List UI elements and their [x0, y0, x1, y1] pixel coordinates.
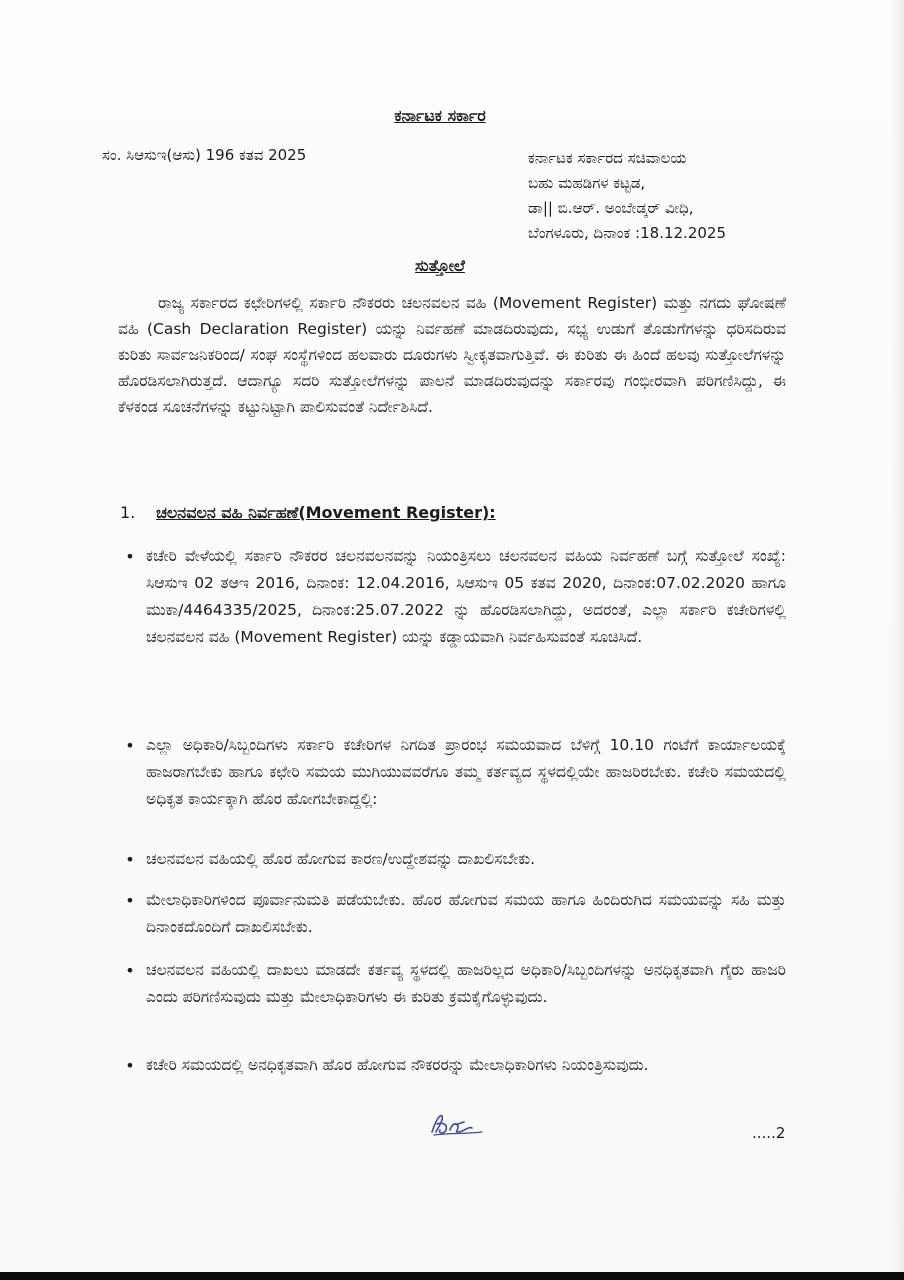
bullet-text: ಚಲನವಲನ ವಹಿಯಲ್ಲಿ ದಾಖಲು ಮಾಡದೇ ಕರ್ತವ್ಯ ಸ್ಥಳದಲ್ಲಿ ಹಾಜರಿಲ್ಲದ ಅಧಿಕಾರಿ/ಸಿಬ್ಬಂದಿಗಳನ್ನು ಅನಧಿಕೃತವಾಗಿ ಗೈರು ಹಾಜರಿ ಎಂದು ಪರಿಗಣಿಸುವುದು ಮತ್ತು ಮೇಲಾಧಿಕಾರಿಗಳು ಈ ಕುರಿತು ಕ್ರಮಕೈಗೊಳ್ಳುವುದು. — [146, 961, 786, 1006]
section-number: 1. — [120, 503, 136, 522]
address-line: ಬಹು ಮಹಡಿಗಳ ಕಟ್ಟಡ, — [528, 174, 646, 192]
bullet-item — [120, 732, 786, 813]
bullet-dot-icon: • — [125, 736, 135, 755]
bullet-dot-icon: • — [125, 850, 135, 869]
bullet-item — [120, 887, 786, 941]
bullet-dot-icon: • — [125, 891, 135, 910]
scan-edge-shadow — [890, 0, 904, 1280]
section-heading — [120, 503, 496, 523]
government-title: ಕರ್ನಾಟಕ ಸರ್ಕಾರ — [394, 106, 486, 125]
bullet-item — [120, 957, 786, 1011]
intro-paragraph: ರಾಜ್ಯ ಸರ್ಕಾರದ ಕಛೇರಿಗಳಲ್ಲಿ ಸರ್ಕಾರಿ ನೌಕರರು ಚಲನವಲನ ವಹಿ (Movement Register) ಮತ್ತು ನಗದು ಘೋಷಣೆ ವಹಿ (Cash Declaration Register) ಯನ್ನು ನಿರ್ವಹಣೆ ಮಾಡದಿರುವುದು, ಸಭ್ಯ ಉಡುಗೆ ತೊಡುಗೆಗಳನ್ನು ಧರಿಸದಿರುವ ಕುರಿತು ಸಾರ್ವಜನಿಕರಿಂದ/ ಸಂಘ ಸಂಸ್ಥೆಗಳಿಂದ ಹಲವಾರು ದೂರುಗಳು ಸ್ವೀಕೃತವಾಗುತ್ತಿವೆ. ಈ ಕುರಿತು ಈ ಹಿಂದೆ ಹಲವು ಸುತ್ತೋಲೆಗಳನ್ನು ಹೊರಡಿಸಲಾಗಿರುತ್ತದೆ. ಆದಾಗ್ಯೂ ಸದರಿ ಸುತ್ತೋಲೆಗಳನ್ನು ಪಾಲನೆ ಮಾಡದಿರುವುದನ್ನು ಸರ್ಕಾರವು ಗಂಭೀರವಾಗಿ ಪರಿಗಣಿಸಿದ್ದು, ಈ ಕೆಳಕಂಡ ಸೂಚನೆಗಳನ್ನು ಕಟ್ಟುನಿಟ್ಟಾಗಿ ಪಾಲಿಸುವಂತೆ ನಿರ್ದೇಶಿಸಿದೆ. — [118, 294, 786, 416]
scan-bottom-border — [0, 1272, 904, 1280]
reference-number: ಸಂ. ಸಿಆಸುಇ(ಆಸು) 196 ಕತವ 2025 — [102, 146, 307, 164]
bullet-dot-icon: • — [125, 961, 135, 980]
section-title: ಚಲನವಲನ ವಹಿ ನಿರ್ವಹಣೆ(Movement Register): — [156, 503, 496, 522]
address-line: ಡಾ|| ಬಿ.ಆರ್. ಅಂಬೇಡ್ಕರ್ ವೀಧಿ, — [528, 199, 694, 217]
bullet-item — [120, 846, 786, 873]
signature-initials-icon — [428, 1110, 488, 1138]
bullet-text: ಕಚೇರಿ ವೇಳೆಯಲ್ಲಿ ಸರ್ಕಾರಿ ನೌಕರರ ಚಲನವಲನವನ್ನು ನಿಯಂತ್ರಿಸಲು ಚಲನವಲನ ವಹಿಯ ನಿರ್ವಹಣೆ ಬಗ್ಗೆ ಸುತ್ತೋಲೆ ಸಂಖ್ಯೆ: ಸಿಆಸುಇ 02 ತಆಇ 2016, ದಿನಾಂಕ: 12.04.2016, ಸಿಆಸುಇ 05 ಕತವ 2020, ದಿನಾಂಕ:07.02.2020 ಹಾಗೂ ಮುಕಾ/4464335/2025, ದಿನಾಂಕ:25.07.2022 ನ್ನು ಹೊರಡಿಸಲಾಗಿದ್ದು, ಅದರಂತೆ, ಎಲ್ಲಾ ಸರ್ಕಾರಿ ಕಚೇರಿಗಳಲ್ಲಿ ಚಲನವಲನ ವಹಿ (Movement Register) ಯನ್ನು ಕಡ್ಡಾಯವಾಗಿ ನಿರ್ವಹಿಸುವಂತೆ ಸೂಚಿಸಿದೆ. — [146, 547, 786, 646]
address-line: ಕರ್ನಾಟಕ ಸರ್ಕಾರದ ಸಚಿವಾಲಯ — [528, 149, 687, 167]
bullet-dot-icon: • — [125, 547, 135, 566]
bullet-item — [120, 543, 786, 651]
address-date-line: ಬೆಂಗಳೂರು, ದಿನಾಂಕ :18.12.2025 — [528, 224, 726, 242]
bullet-text: ಎಲ್ಲಾ ಅಧಿಕಾರಿ/ಸಿಬ್ಬಂದಿಗಳು ಸರ್ಕಾರಿ ಕಚೇರಿಗಳ ನಿಗದಿತ ಪ್ರಾರಂಭ ಸಮಯವಾದ ಬೆಳಿಗ್ಗೆ 10.10 ಗಂಟೆಗೆ ಕಾರ್ಯಾಲಯಕ್ಕೆ ಹಾಜರಾಗಬೇಕು ಹಾಗೂ ಕಛೇರಿ ಸಮಯ ಮುಗಿಯುವವರೆಗೂ ತಮ್ಮ ಕರ್ತವ್ಯದ ಸ್ಥಳದಲ್ಲಿಯೇ ಹಾಜರಿರಬೇಕು. ಕಚೇರಿ ಸಮಯದಲ್ಲಿ ಅಧಿಕೃತ ಕಾರ್ಯಕ್ಕಾಗಿ ಹೊರ ಹೋಗಬೇಕಾದ್ದಲ್ಲಿ: — [146, 736, 786, 808]
bullet-item — [120, 1052, 786, 1079]
bullet-dot-icon: • — [125, 1056, 135, 1075]
circular-title: ಸುತ್ತೋಲೆ — [415, 256, 465, 275]
bullet-text: ಕಚೇರಿ ಸಮಯದಲ್ಲಿ ಅನಧಿಕೃತವಾಗಿ ಹೊರ ಹೋಗುವ ನೌಕರರನ್ನು ಮೇಲಾಧಿಕಾರಿಗಳು ನಿಯಂತ್ರಿಸುವುದು. — [146, 1056, 649, 1074]
bullet-text: ಮೇಲಾಧಿಕಾರಿಗಳಿಂದ ಪೂರ್ವಾನುಮತಿ ಪಡೆಯಬೇಕು. ಹೊರ ಹೋಗುವ ಸಮಯ ಹಾಗೂ ಹಿಂದಿರುಗಿದ ಸಮಯವನ್ನು ಸಹಿ ಮತ್ತು ದಿನಾಂಕದೊಂದಿಗೆ ದಾಖಲಿಸಬೇಕು. — [146, 891, 786, 936]
page-continuation: .....2 — [752, 1124, 786, 1142]
office-address — [528, 146, 726, 246]
bullet-text: ಚಲನವಲನ ವಹಿಯಲ್ಲಿ ಹೊರ ಹೋಗುವ ಕಾರಣ/ಉದ್ದೇಶವನ್ನು ದಾಖಲಿಸಬೇಕು. — [146, 850, 536, 868]
